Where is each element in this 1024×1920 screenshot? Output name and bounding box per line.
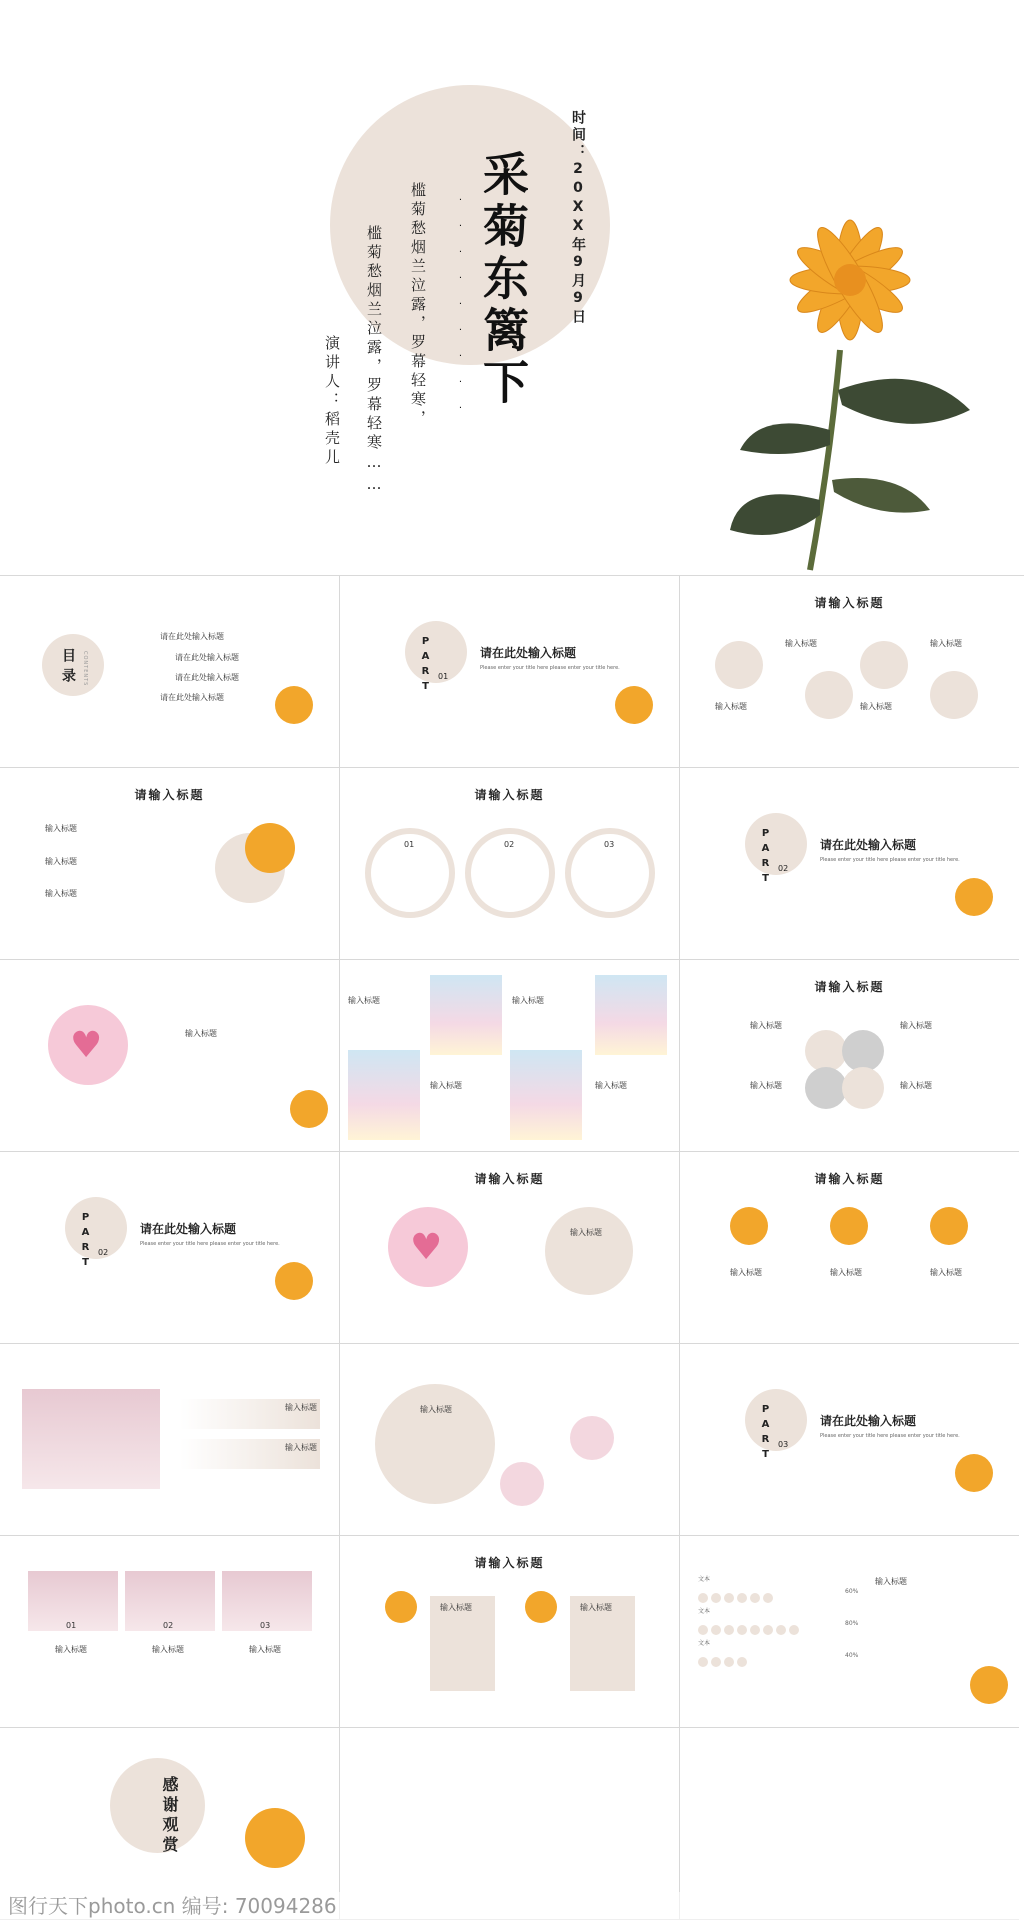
- flower-small-icon: [245, 1808, 305, 1868]
- tree-photo-circle: [570, 1416, 614, 1460]
- slide-part-02b[interactable]: [0, 1152, 340, 1344]
- text-bar-label: 输入标题: [285, 1443, 317, 1452]
- step-circle: [860, 641, 908, 689]
- slide-three-trees[interactable]: [0, 1536, 340, 1728]
- step-circle: [805, 671, 853, 719]
- part-subtitle: Please enter your title here please enter your title here.: [140, 1241, 280, 1247]
- heart-label: 输入标题: [185, 1029, 217, 1038]
- quad-circle: [805, 1030, 847, 1072]
- flower-small-icon: [290, 1090, 328, 1128]
- quad-circle: [842, 1067, 884, 1109]
- cover-dots: · · · · · · · · ·: [455, 195, 466, 416]
- circle-number: 01: [404, 840, 415, 849]
- step-label: 输入标题: [930, 639, 962, 648]
- slide-title: 请输入标题: [814, 596, 885, 610]
- slide-photos[interactable]: [340, 960, 680, 1152]
- part-subtitle: Please enter your title here please enter your title here.: [480, 665, 620, 671]
- part-label: PART: [760, 828, 771, 888]
- list-item-label: 输入标题: [45, 824, 77, 833]
- cover-title: 采菊东篱下: [476, 150, 530, 410]
- part-label: PART: [420, 636, 431, 696]
- tree-label: 输入标题: [152, 1645, 184, 1654]
- pink-tree-photo: [22, 1389, 160, 1489]
- part-title: 请在此处输入标题: [820, 1414, 917, 1428]
- photo-ladder: [348, 1050, 420, 1140]
- progress-value: 80%: [845, 1620, 859, 1627]
- progress-label: 文本: [698, 1640, 711, 1647]
- text-circle-label: 输入标题: [570, 1228, 602, 1237]
- part-subtitle: Please enter your title here please enter your title here.: [820, 1433, 960, 1439]
- tree-number: 01: [66, 1621, 77, 1630]
- tree-photo-circle: [500, 1462, 544, 1506]
- flower-small-icon: [385, 1591, 417, 1623]
- circle-number: 03: [604, 840, 615, 849]
- flower-label: 输入标题: [730, 1268, 762, 1277]
- flower-small-icon: [245, 823, 295, 873]
- quad-label: 输入标题: [750, 1021, 782, 1030]
- heart-icon: ♥: [70, 1025, 103, 1066]
- text-circle: [375, 1384, 495, 1504]
- toc-item: 请在此处输入标题: [160, 632, 224, 641]
- flower-label: 输入标题: [930, 1268, 962, 1277]
- part-circle: [745, 813, 807, 875]
- slide-thumbnail-grid: [0, 576, 1024, 1896]
- part-title: 请在此处输入标题: [480, 646, 577, 660]
- slide-two-boxes[interactable]: [340, 1536, 680, 1728]
- step-label: 输入标题: [715, 702, 747, 711]
- photo-label: 输入标题: [595, 1081, 627, 1090]
- part-circle: [65, 1197, 127, 1259]
- chrysanthemum-illustration: [720, 200, 980, 580]
- flower-small-icon: [275, 1262, 313, 1300]
- flower-small-icon: [730, 1207, 768, 1245]
- progress-dots: [698, 1652, 750, 1671]
- photo-label: 输入标题: [512, 996, 544, 1005]
- part-number: 02: [98, 1248, 109, 1257]
- slide-bubble[interactable]: [340, 1344, 680, 1536]
- toc-item: 请在此处输入标题: [175, 653, 239, 662]
- photo-ladder: [430, 975, 502, 1055]
- flower-small-icon: [955, 1454, 993, 1492]
- slide-three-flowers[interactable]: [680, 1152, 1019, 1344]
- step-label: 输入标题: [785, 639, 817, 648]
- thanks-title: 感谢观赏: [160, 1776, 179, 1856]
- tree-label: 输入标题: [249, 1645, 281, 1654]
- photo-ladder: [510, 1050, 582, 1140]
- flower-small-icon: [275, 686, 313, 724]
- text-bar-label: 输入标题: [285, 1403, 317, 1412]
- step-circle: [715, 641, 763, 689]
- part-label: PART: [760, 1404, 771, 1464]
- progress-dots: [698, 1588, 776, 1607]
- flower-small-icon: [970, 1666, 1008, 1704]
- tree-number: 03: [260, 1621, 271, 1630]
- cover-slide: [0, 0, 1024, 576]
- progress-value: 60%: [845, 1588, 859, 1595]
- progress-label: 文本: [698, 1576, 711, 1583]
- slide-heart-2[interactable]: [340, 1152, 680, 1344]
- toc-item: 请在此处输入标题: [175, 673, 239, 682]
- list-item-label: 输入标题: [45, 857, 77, 866]
- watermark-text: 图行天下photo.cn 编号: 70094286: [0, 1892, 1024, 1920]
- text-circle: [545, 1207, 633, 1295]
- progress-title: 输入标题: [875, 1577, 907, 1586]
- slide-heart[interactable]: [0, 960, 340, 1152]
- cover-speaker: 演讲人：稻壳儿: [323, 335, 341, 468]
- progress-value: 40%: [845, 1652, 859, 1659]
- slide-part-02[interactable]: [680, 768, 1019, 960]
- quad-circle: [805, 1067, 847, 1109]
- flower-small-icon: [930, 1207, 968, 1245]
- flower-small-icon: [615, 686, 653, 724]
- progress-dots: [698, 1620, 802, 1639]
- part-number: 03: [778, 1440, 789, 1449]
- slide-steps[interactable]: [680, 576, 1019, 768]
- photo-ladder: [595, 975, 667, 1055]
- flower-label: 输入标题: [830, 1268, 862, 1277]
- part-subtitle: Please enter your title here please enter your title here.: [820, 857, 960, 863]
- part-number: 02: [778, 864, 789, 873]
- slide-title: 请输入标题: [814, 1172, 885, 1186]
- heart-icon: ♥: [410, 1227, 443, 1268]
- cover-time: 时间：20XX年9月9日: [570, 110, 586, 326]
- part-title: 请在此处输入标题: [140, 1222, 237, 1236]
- cover-poem-1: 槛菊愁烟兰泣露，罗幕轻寒，: [409, 182, 427, 429]
- part-label: PART: [80, 1212, 91, 1272]
- slide-three-circles[interactable]: [340, 768, 680, 960]
- box-label: 输入标题: [440, 1603, 472, 1612]
- slide-progress[interactable]: [680, 1536, 1019, 1728]
- cover-poem-2: 槛菊愁烟兰泣露，罗幕轻寒……: [365, 225, 383, 497]
- photo-label: 输入标题: [430, 1081, 462, 1090]
- circle-number: 02: [504, 840, 515, 849]
- box-label: 输入标题: [580, 1603, 612, 1612]
- slide-list[interactable]: [0, 768, 340, 960]
- slide-title: 请输入标题: [814, 980, 885, 994]
- slide-part-01[interactable]: [340, 576, 680, 768]
- bubble-label: 输入标题: [420, 1405, 452, 1414]
- slide-four-circles[interactable]: [680, 960, 1019, 1152]
- tree-number: 02: [163, 1621, 174, 1630]
- slide-toc[interactable]: [0, 576, 340, 768]
- toc-sub: CONTENTS: [82, 651, 88, 687]
- step-circle: [930, 671, 978, 719]
- toc-title: 目录: [60, 648, 76, 688]
- slide-title: 请输入标题: [474, 788, 545, 802]
- part-number: 01: [438, 672, 449, 681]
- slide-tree[interactable]: [0, 1344, 340, 1536]
- toc-item: 请在此处输入标题: [160, 693, 224, 702]
- flower-small-icon: [525, 1591, 557, 1623]
- step-label: 输入标题: [860, 702, 892, 711]
- quad-label: 输入标题: [900, 1021, 932, 1030]
- quad-label: 输入标题: [750, 1081, 782, 1090]
- quad-label: 输入标题: [900, 1081, 932, 1090]
- photo-label: 输入标题: [348, 996, 380, 1005]
- progress-label: 文本: [698, 1608, 711, 1615]
- quad-circle: [842, 1030, 884, 1072]
- tree-label: 输入标题: [55, 1645, 87, 1654]
- slide-title: 请输入标题: [474, 1556, 545, 1570]
- flower-small-icon: [955, 878, 993, 916]
- slide-title: 请输入标题: [474, 1172, 545, 1186]
- list-item-label: 输入标题: [45, 889, 77, 898]
- flower-small-icon: [830, 1207, 868, 1245]
- part-circle: [745, 1389, 807, 1451]
- part-circle: [405, 621, 467, 683]
- slide-title: 请输入标题: [134, 788, 205, 802]
- slide-part-03[interactable]: [680, 1344, 1019, 1536]
- part-title: 请在此处输入标题: [820, 838, 917, 852]
